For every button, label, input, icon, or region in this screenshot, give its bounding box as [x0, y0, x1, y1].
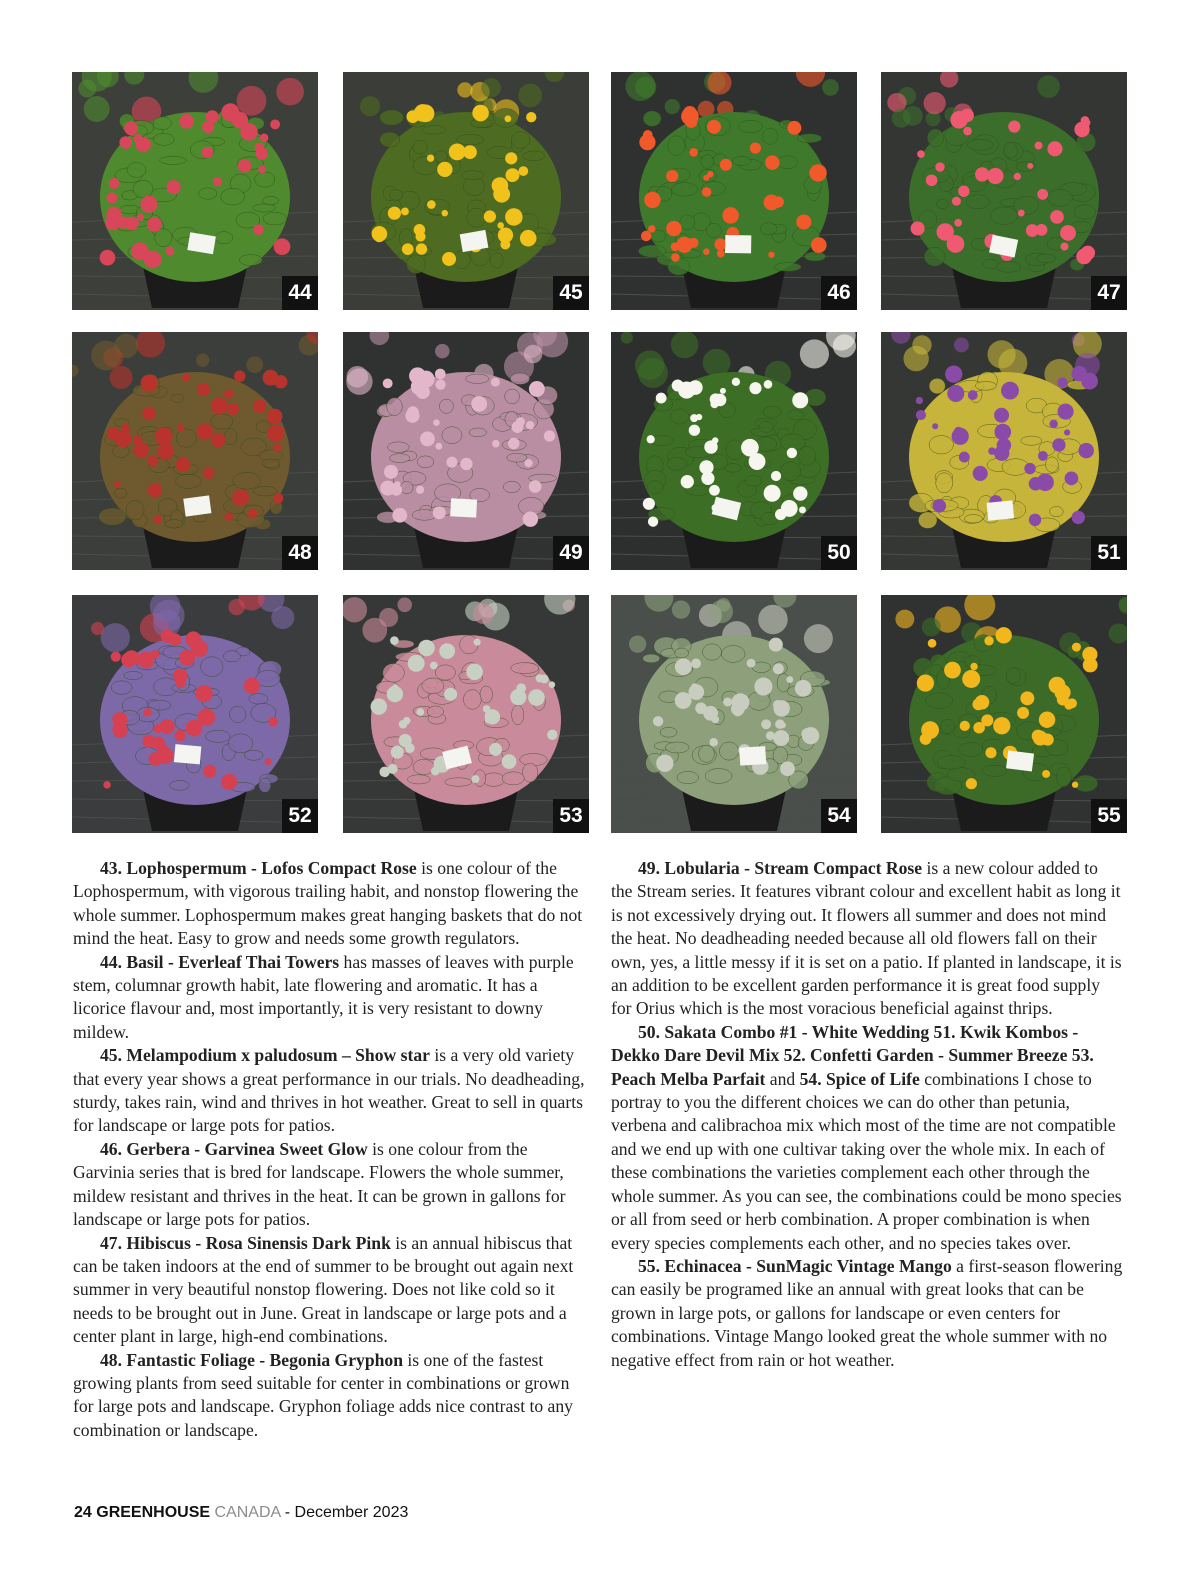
plant-photo-46-image	[611, 72, 857, 310]
plant-photo-53-image	[343, 595, 589, 833]
entry-title: 43. Lophospermum - Lofos Compact Rose	[100, 858, 417, 878]
photo-number-48: 48	[282, 536, 318, 570]
photo-46	[611, 72, 857, 310]
photo-number-52: 52	[282, 799, 318, 833]
entry-45	[73, 1044, 585, 1138]
photo-number-54: 54	[821, 799, 857, 833]
entry-body: is one colour from the Garvinia series that is bred for landscape. Flowers the whole summer, mildew resistant and thrives in the heat. It can be grown in gallons for landscape or large pots for patios.	[73, 1138, 566, 1230]
photo-number-49: 49	[553, 536, 589, 570]
plant-photo-54-image	[611, 595, 857, 833]
entry-body: is one colour of the Lophospermum, with vigorous trailing habit, and nonstop flowering the whole summer. Lophospermum makes great hanging baskets that do not mind the heat. Easy to grow and needs some growth regulators.	[73, 858, 583, 949]
entry-46	[73, 1138, 585, 1232]
entry-title: 48. Fantastic Foliage - Begonia Gryphon	[100, 1349, 404, 1370]
photo-47	[881, 72, 1127, 310]
plant-photo-47-image	[881, 72, 1127, 310]
entry-title: 45. Melampodium x paludosum – Show star	[100, 1045, 430, 1066]
entry-body: is a very old variety that every year shows a great performance in our trials. No deadheading, sturdy, takes rain, wind and thrives in hot weather. Great to sell in quarts for landscape or large pots for patios.	[73, 1045, 585, 1136]
entry-title: 49. Lobularia - Stream Compact Rose	[638, 858, 923, 878]
photo-number-47: 47	[1091, 276, 1127, 310]
plant-photo-52-image	[72, 595, 318, 833]
entry-47	[73, 1232, 585, 1349]
plant-photo-45-image	[343, 72, 589, 310]
entry-50-54	[611, 1021, 1123, 1255]
plant-photo-55-image	[881, 595, 1127, 833]
entry-title: 55. Echinacea - SunMagic Vintage Mango	[638, 1255, 952, 1276]
article-column-left	[73, 857, 585, 1442]
entry-body: is a new colour added to the Stream series. It features vibrant colour and excellent habit as long it is not excessively drying out. It flowers all summer and does not mind the heat. No deadheading needed because all old flowers fall on their own, yes, a little messy if it is set on a patio. If planted in landscape, it is an addition to be excellent garden performance it is great food supply for Orius which is the most voracious beneficial against thrips.	[611, 858, 1122, 1019]
entry-body: is an annual hibiscus that can be taken indoors at the end of summer to be brought out again next summer in very beautiful nonstop flowering. Does not like cold so it needs to be brought out in June. Great in landscape or large pots and a center plant in large, high-end combinations.	[73, 1232, 574, 1347]
entry-title: 46. Gerbera - Garvinea Sweet Glow	[100, 1138, 368, 1159]
plant-photo-51-image	[881, 332, 1127, 570]
plant-photo-49-image	[343, 332, 589, 570]
plant-photo-50-image	[611, 332, 857, 570]
photo-55	[881, 595, 1127, 833]
photo-number-55: 55	[1091, 799, 1127, 833]
photo-number-44: 44	[282, 276, 318, 310]
photo-45	[343, 72, 589, 310]
photo-number-45: 45	[553, 276, 589, 310]
photo-44	[72, 72, 318, 310]
entry-55	[611, 1255, 1123, 1372]
photo-51	[881, 332, 1127, 570]
photo-48	[72, 332, 318, 570]
plant-photo-48-image	[72, 332, 318, 570]
entry-43	[73, 857, 585, 951]
magazine-name-suffix: CANADA	[214, 1504, 281, 1521]
magazine-name: GREENHOUSE	[96, 1504, 211, 1521]
photo-grid	[72, 72, 1128, 834]
entry-body: a first-season flowering can easily be programed like an annual with great looks that can be grown in large pots, or gallons for landscape or even centers for combinations. Vintage Mango looked great the whole summer with no negative effect from rain or hot weather.	[611, 1255, 1123, 1370]
photo-50	[611, 332, 857, 570]
entry-title: 47. Hibiscus - Rosa Sinensis Dark Pink	[100, 1232, 391, 1253]
photo-number-53: 53	[553, 799, 589, 833]
entry-title: 50. Sakata Combo #1 - White Wedding 51. Kwik Kombos - Dekko Dare Devil Mix 52. Confetti Garden - Summer Breeze 53. Peach Melba Parfait	[611, 1021, 1094, 1089]
entry-title: 44. Basil - Everleaf Thai Towers	[100, 951, 340, 972]
photo-49	[343, 332, 589, 570]
plant-photo-44-image	[72, 72, 318, 310]
issue-date: - December 2023	[284, 1504, 409, 1521]
entry-body: has masses of leaves with purple stem, columnar growth habit, late flowering and aromatic. It has a licorice flavour and, most importantly, it is very resistant to downy mildew.	[73, 951, 574, 1042]
photo-number-50: 50	[821, 536, 857, 570]
entry-48	[73, 1349, 585, 1443]
entry-body: is one of the fastest growing plants from seed suitable for center in combinations or grown for large pots and landscape. Gryphon foliage adds nice contrast to any combination or landscape.	[73, 1349, 573, 1440]
entry-body: combinations I chose to portray to you the different choices we can do other than petunia, verbena and calibrachoa mix which most of the time are not compatible and we end up with one cultivar taking over the whole mix. In each of these combinations the varieties complement each other through the whole summer. As you can see, the combinations could be mono species or all from seed or herb combination. A proper combination is when every species complements each other, and no species takes over.	[611, 1068, 1122, 1253]
photo-52	[72, 595, 318, 833]
photo-number-46: 46	[821, 276, 857, 310]
entry-joiner: and	[765, 1068, 800, 1089]
page-footer	[74, 1504, 408, 1522]
photo-53	[343, 595, 589, 833]
photo-number-51: 51	[1091, 536, 1127, 570]
photo-54	[611, 595, 857, 833]
entry-49	[611, 857, 1123, 1021]
entry-title-b: 54. Spice of Life	[799, 1068, 920, 1089]
entry-44	[73, 951, 585, 1045]
page-number: 24	[74, 1504, 92, 1521]
article-column-right	[611, 857, 1123, 1372]
